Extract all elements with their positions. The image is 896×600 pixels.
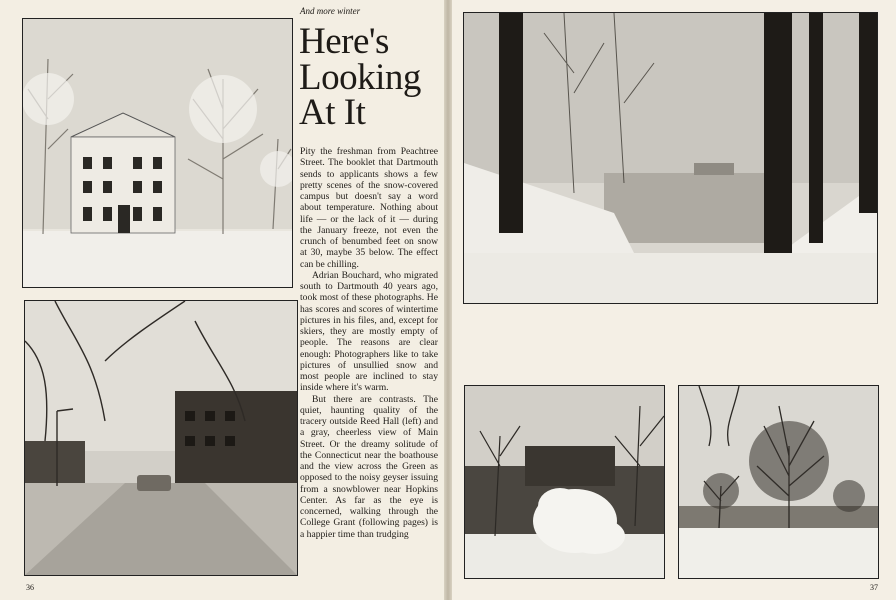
page-number-left: 36 [26,583,34,592]
photo-river-boathouse [463,12,878,304]
headline-line-3: At It [299,92,366,134]
headline [299,21,445,134]
paragraph-2: Adrian Bouchard, who migrated south to Dartmouth 40 years ago, took most of these photographs. He has scores and scores of wintertime pictures in his files, and, except for skiers, they are mostly empty of people. The reasons are clear enough: Photographers like to take pictures of unsullied snow and most people are inclined to stay inside where it's warm. [300,269,438,394]
headline-line-2: Looking [299,56,421,98]
page-number-right: 37 [870,583,878,592]
photo-snowblower [464,385,665,579]
photo-the-green [678,385,879,579]
article-body [300,146,438,540]
photo-main-street [24,300,298,576]
paragraph-3: But there are contrasts. The quiet, haunting quality of the tracery outside Reed Hall (left) and a gray, cheerless view of Main Street. Or the dreamy solitude of the Connecticut near the boathouse and the view across the Green as opposed to the noisy geyser issuing from a snowblower near Hopkins Center. As far as the eye is concerned, walking through the College Grant (following pages) is a happier time than trudging [300,393,438,540]
photo-reed-hall [22,18,293,288]
section-label: And more winter [300,6,361,16]
paragraph-1: Pity the freshman from Peachtree Street. The booklet that Dartmouth sends to applicants shows a few pretty scenes of the snow-covered campus but doesn't say a word about temperature. Nothing about life — or the lack of it — during the January freeze, not even the crunch of benumbed feet on snow at 30, maybe 35 below. The effect can be chilling. [300,146,438,270]
spine-gutter [444,0,452,600]
headline-line-1: Here's [299,21,389,62]
